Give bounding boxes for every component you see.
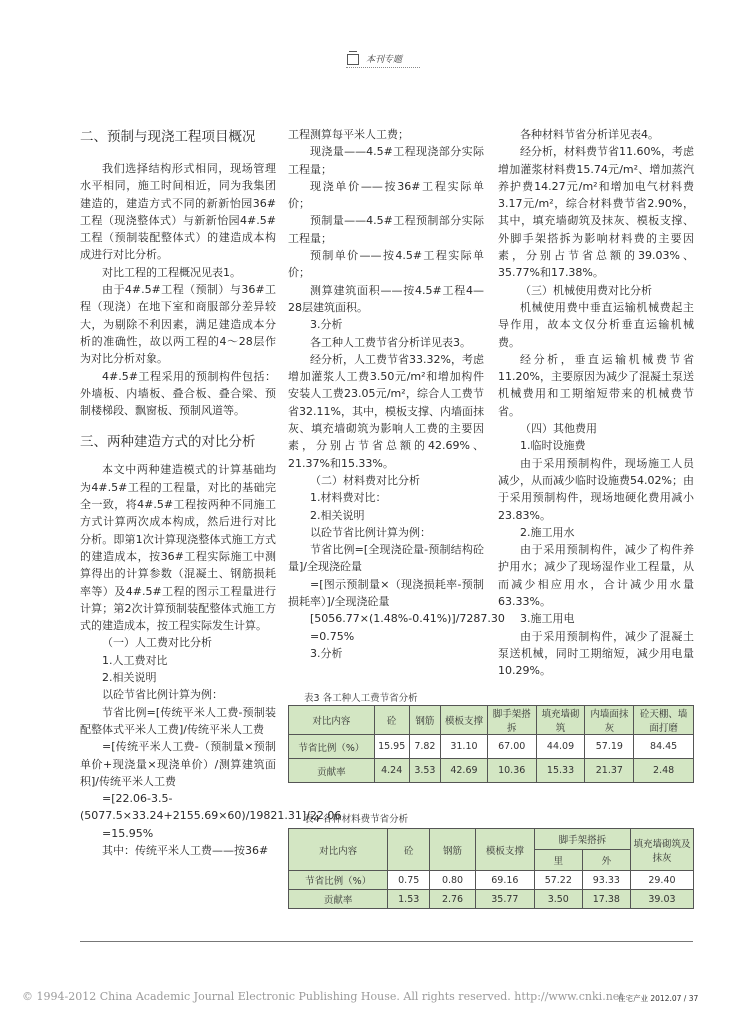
table-cell: 0.75 <box>388 871 430 890</box>
table-row <box>289 871 694 890</box>
list-item: 3.分析 <box>310 646 343 660</box>
table-cell: 10.36 <box>487 759 536 783</box>
table4 <box>288 828 694 909</box>
table-subheader-cell: 外 <box>582 850 630 871</box>
table-header-cell: 砼天棚、墙面打磨 <box>634 706 694 735</box>
table-header-cell: 填充墙砌筑及抹灰 <box>630 829 693 871</box>
section-title: 本刊专题 <box>366 55 403 65</box>
table3 <box>288 705 694 783</box>
list-item: 2.相关说明 <box>102 671 157 685</box>
table-cell: 1.53 <box>388 890 430 909</box>
paragraph: 现浇单价——按36#工程实际单价； <box>288 179 484 211</box>
paragraph: 经分析，人工费节省33.32%，考虑增加灌浆人工费3.50元/m²和增加构件安装人工费23.05元/m²，综合人工费节省32.11%，其中，模板支撑、内墙面抹灰、填充墙砌筑为影响人工费的主要因素，分别占节省总额的42.69%、21.37%和15.33%。 <box>288 352 484 470</box>
table-cell: 4.24 <box>374 759 409 783</box>
table-cell: 21.37 <box>585 759 634 783</box>
formula-line: =[图示预制量×（现浇损耗率-预制损耗率）]/全现浇砼量 <box>288 577 484 609</box>
table-header-cell: 钢筋 <box>430 829 476 871</box>
subheading-material: （二）材料费对比分析 <box>310 473 420 487</box>
subheading-machinery: （三）机械使用费对比分析 <box>520 283 652 297</box>
copyright-notice: © 1994-2012 China Academic Journal Electronic Publishing House. All rights reserved. http://www.cnki.net <box>22 990 624 1003</box>
row-label: 节省比例（%） <box>289 735 375 759</box>
table-row <box>289 759 694 783</box>
table4-caption: 表4 各种材料费节省分析 <box>304 814 409 825</box>
paragraph: 工程测算每平米人工费； <box>288 128 409 141</box>
journal-logo-icon <box>347 54 359 65</box>
heading-project-overview: 二、预制与现浇工程项目概况 <box>80 129 256 145</box>
formula-line: [5056.77×(1.48%-0.41%)]/7287.30 <box>310 612 505 626</box>
table-cell: 84.45 <box>634 735 694 759</box>
paragraph: 预制单价——按4.5#工程实际单价； <box>288 249 484 280</box>
table-cell: 0.80 <box>430 871 476 890</box>
table-cell: 7.82 <box>409 735 440 759</box>
table-header-cell: 砼 <box>374 706 409 735</box>
row-label: 节省比例（%） <box>289 871 388 890</box>
list-item: 1.临时设施费 <box>520 439 586 453</box>
subheading-labor: （一）人工费对比分析 <box>102 636 212 650</box>
formula-line: =[传统平米人工费-（预制量×预制单价+现浇量×现浇单价）/测算建筑面积]/传统平米人工费 <box>80 740 276 788</box>
formula-line: 节省比例=[传统平米人工费-预制装配整体式平米人工费]/传统平米人工费 <box>80 705 276 736</box>
issue-date: 2012.07 <box>650 994 682 1003</box>
paragraph: 机械使用费中垂直运输机械费起主导作用，故本文仅分析垂直运输机械费。 <box>498 300 694 349</box>
paragraph: 经分析，垂直运输机械费节省11.20%，主要原因为减少了混凝土泵送机械费用和工期缩短带来的机械费节省。 <box>498 352 694 418</box>
table-cell: 35.77 <box>475 890 534 909</box>
table-cell: 44.09 <box>536 735 585 759</box>
paragraph: 其中：传统平米人工费——按36# <box>102 843 269 857</box>
list-item: 2.相关说明 <box>310 508 365 522</box>
page-header <box>0 52 755 72</box>
paragraph: 以砼节省比例计算为例： <box>102 688 223 702</box>
paragraph: 以砼节省比例计算为例： <box>310 525 431 539</box>
table-cell: 31.10 <box>441 735 488 759</box>
table-cell: 57.22 <box>534 871 582 890</box>
subheading-other: （四）其他费用 <box>520 422 597 436</box>
page-number: 37 <box>688 994 699 1003</box>
paragraph: 由于采用预制构件，减少了构件养护用水；减少了现场湿作业工程量，从而减少相应用水，合计减少用水量63.33%。 <box>498 543 694 609</box>
header-rule <box>346 67 420 68</box>
formula-line: =0.75% <box>310 629 355 643</box>
table-cell: 3.53 <box>409 759 440 783</box>
list-item: 2.施工用水 <box>520 525 575 539</box>
paragraph: 现浇量——4.5#工程现浇部分实际工程量； <box>288 145 484 176</box>
paragraph: 对比工程的工程概况见表1。 <box>102 265 241 279</box>
table-header-cell: 内墙面抹灰 <box>585 706 634 735</box>
table-header-cell: 模板支撑 <box>475 829 534 871</box>
paragraph: 由于采用预制构件，减少了混凝土泵送机械，同时工期缩短，减少用电量10.29%。 <box>498 629 694 678</box>
formula-line: 节省比例=[全现浇砼量-预制结构砼量]/全现浇砼量 <box>288 543 484 574</box>
footer-rule <box>80 941 693 942</box>
paragraph: 测算建筑面积——按4.5#工程4—28层建筑面积。 <box>288 283 484 314</box>
paragraph: 本文中两种建造模式的计算基础均为4#.5#工程的工程量，对比的基础完全一致，将4#.5#工程按两种不同施工方式计算两次成本构成，然后进行对比分析。即第1次计算现浇整体式施工方式的建造成本，按36#工程实际施工中测算得出的计算参数（混凝土、钢筋损耗率等）及4#.5#工程的图示工程量进行计算；第2次计算预制装配整体式施工方式的建造成本，按工程实际发生计算。 <box>80 463 276 633</box>
journal-name: 住宅产业 <box>618 994 648 1003</box>
list-item: 3.分析 <box>310 318 343 332</box>
table-cell: 3.50 <box>534 890 582 909</box>
list-item: 3.施工用电 <box>520 612 575 626</box>
paragraph: 经分析，材料费节省11.60%，考虑增加灌浆材料费15.74元/m²、增加蒸汽养护费14.27元/m²和增加电气材料费3.17元/m²，综合材料费节省2.90%，其中，填充墙砌筑及抹灰、模板支撑、外脚手架搭拆为影响材料费的主要因素，分别占节省总额的39.03%、35.77%和17.38%。 <box>498 145 694 280</box>
row-label: 贡献率 <box>289 759 375 783</box>
table3-caption: 表3 各工种人工费节省分析 <box>304 693 418 704</box>
table-cell: 39.03 <box>630 890 693 909</box>
table-row <box>289 890 694 909</box>
table-cell: 15.95 <box>374 735 409 759</box>
table-cell: 17.38 <box>582 890 630 909</box>
table-cell: 67.00 <box>487 735 536 759</box>
table-row <box>289 735 694 759</box>
table-header-cell: 模板支撑 <box>441 706 488 735</box>
table-cell: 42.69 <box>441 759 488 783</box>
table-cell: 57.19 <box>585 735 634 759</box>
paragraph: 4#.5#工程采用的预制构件包括：外墙板、内墙板、叠合板、叠合梁、预制楼梯段、飘窗板、预制风道等。 <box>80 369 276 418</box>
table-header-cell: 脚手架搭拆 <box>534 829 630 850</box>
table-cell: 15.33 <box>536 759 585 783</box>
paragraph: 各种材料节省分析详见表4。 <box>520 128 659 141</box>
row-label: 贡献率 <box>289 890 388 909</box>
column-3 <box>498 126 694 680</box>
page-info: 住宅产业 2012.07 / 37 <box>618 994 699 1003</box>
table-header-cell: 对比内容 <box>289 829 388 871</box>
formula-line: =15.95% <box>102 826 154 840</box>
list-item: 1.人工费对比 <box>102 653 168 667</box>
table-cell: 93.33 <box>582 871 630 890</box>
table-header-cell: 脚手架搭拆 <box>487 706 536 735</box>
formula-line: =[22.06-3.5-(5077.5×33.24+2155.69×60)/19821.31]/22.06 <box>80 792 342 823</box>
table-header-cell: 填充墙砌筑 <box>536 706 585 735</box>
paragraph: 由于采用预制构件，现场施工人员减少，从而减少临时设施费54.02%；由于采用预制构件，现场地硬化费用减小23.83%。 <box>498 456 694 522</box>
table-cell: 2.48 <box>634 759 694 783</box>
paragraph: 预制量——4.5#工程预制部分实际工程量； <box>288 214 484 245</box>
table-header-cell: 钢筋 <box>409 706 440 735</box>
table-header-cell: 对比内容 <box>289 706 375 735</box>
paragraph: 由于4#.5#工程（预制）与36#工程（现浇）在地下室和商服部分差异较大，为剔除不利因素，满足建造成本分析的准确性，故以两工程的4～28层作为对比分析对象。 <box>80 283 276 366</box>
table-cell: 2.76 <box>430 890 476 909</box>
heading-comparison: 三、两种建造方式的对比分析 <box>80 434 256 451</box>
paragraph: 我们选择结构形式相同，现场管理水平相同，施工时间相近，同为我集团建造的，建造方式不同的新新怡园36#工程（现浇整体式）与新新怡园4#.5#工程（预制装配整体式）的建造成本构成进行对比分析。 <box>80 162 276 262</box>
table-cell: 29.40 <box>630 871 693 890</box>
table-subheader-cell: 里 <box>534 850 582 871</box>
table-cell: 69.16 <box>475 871 534 890</box>
table-header-cell: 砼 <box>388 829 430 871</box>
list-item: 1.材料费对比： <box>310 491 387 505</box>
column-2 <box>288 126 505 662</box>
paragraph: 各工种人工费节省分析详见表3。 <box>310 335 471 349</box>
